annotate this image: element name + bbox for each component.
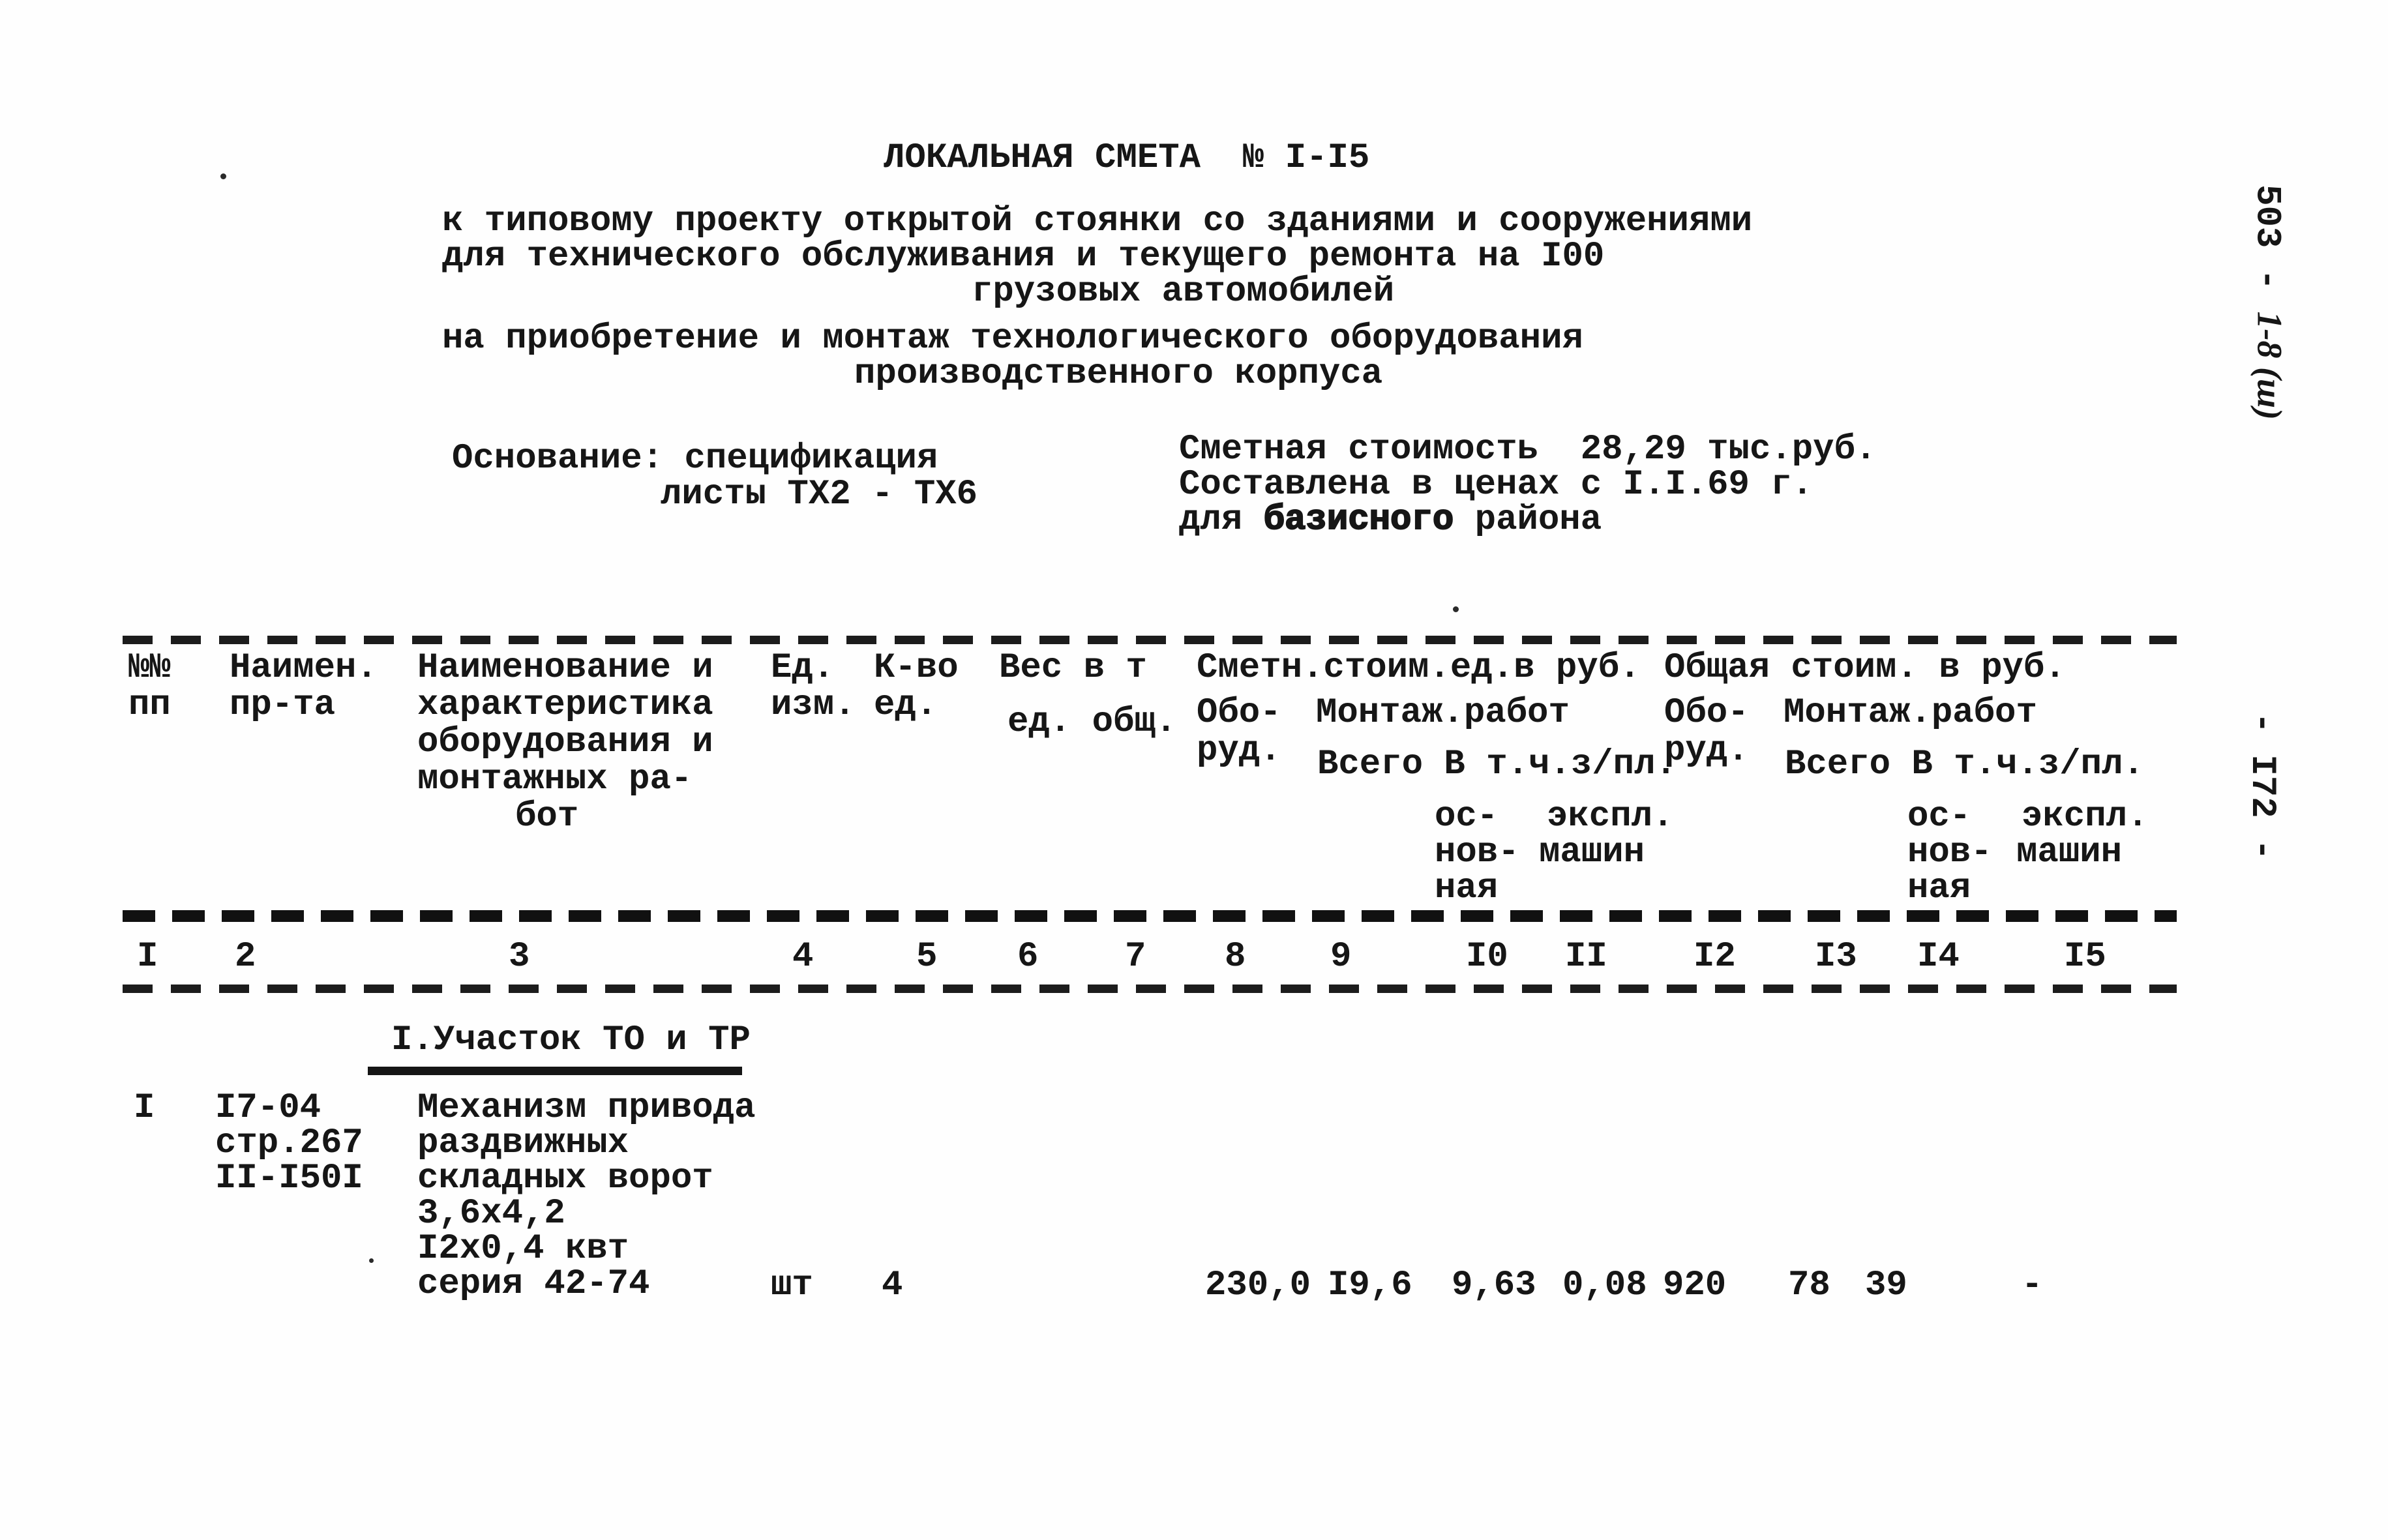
header-col-unit: Ед. <box>771 648 835 688</box>
scan-artifact-dot <box>369 1258 374 1263</box>
subtitle-line: грузовых автомобилей <box>972 272 1395 312</box>
column-number: I2 <box>1694 937 1736 977</box>
cost-line: Составлена в ценах с I.I.69 г. <box>1179 465 1813 505</box>
row-num: I <box>134 1088 155 1128</box>
header-totalcost-install-sub: Всего В т.ч.з/пл. <box>1785 745 2144 784</box>
header-col-desc: монтажных ра- <box>417 760 693 799</box>
header-totalcost-wage: ная <box>1907 868 1971 908</box>
header-totalcost-title: Общая стоим. в руб. <box>1664 648 2066 688</box>
row-total-cost-machine: - <box>2022 1266 2043 1305</box>
row-unit-cost-equip: 230,0 <box>1205 1266 1311 1305</box>
column-number: I0 <box>1466 937 1508 977</box>
section-title: I.Участок ТО и ТР <box>391 1020 751 1060</box>
subtitle-line: к типовому проекту открытой стоянки со зданиями и сооружениями <box>442 201 1753 241</box>
row-description: складных ворот <box>417 1159 713 1198</box>
header-unitcost-wage: ная <box>1435 868 1499 908</box>
column-number: 9 <box>1330 937 1352 977</box>
basis-line: листы ТХ2 - ТХ6 <box>661 475 978 514</box>
row-description: I2х0,4 квт <box>417 1229 629 1269</box>
header-totalcost-wage: нов- <box>1907 833 1992 872</box>
column-number: I3 <box>1815 937 1857 977</box>
cost-line-bold: базисного <box>1263 500 1454 540</box>
table-top-rule <box>123 636 2177 644</box>
row-project-ref: II-I50I <box>215 1159 363 1198</box>
header-col-desc: Наименование и <box>417 648 713 688</box>
header-unitcost-equip: Обо- <box>1197 693 1281 733</box>
basis-line: Основание: спецификация <box>452 439 938 479</box>
header-unitcost-title: Сметн.стоим.ед.в руб. <box>1197 648 1641 688</box>
header-unitcost-machine: машин <box>1539 833 1645 872</box>
header-col-desc: бот <box>515 797 579 837</box>
subtitle-line: для технического обслуживания и текущего ремонта на I00 <box>442 237 1605 276</box>
header-totalcost-equip: Обо- <box>1664 693 1749 733</box>
header-totalcost-equip: руд. <box>1664 731 1749 771</box>
column-number: I5 <box>2064 937 2106 977</box>
header-col-weight: Вес в т <box>999 648 1147 688</box>
cost-line <box>1179 502 1602 539</box>
cost-line: Сметная стоимость 28,29 тыс.руб. <box>1179 430 1877 469</box>
header-unitcost-install-sub: Всего В т.ч.з/пл. <box>1317 745 1677 784</box>
row-total-cost-wage: 39 <box>1865 1266 1907 1305</box>
column-number: 3 <box>509 937 530 977</box>
column-number: 4 <box>792 937 814 977</box>
header-unitcost-wage: ос- <box>1435 797 1499 837</box>
header-totalcost-machine: машин <box>2016 833 2123 872</box>
header-col-project: Наимен. <box>230 648 378 688</box>
header-col-unit: изм. <box>771 685 856 725</box>
table-colnum-rule <box>123 985 2177 993</box>
row-description: Механизм привода <box>417 1088 756 1128</box>
purpose-line: на приобретение и монтаж технологического оборудования <box>442 319 1583 359</box>
cost-line-prefix: для <box>1179 500 1264 540</box>
scan-artifact-dot <box>1453 606 1459 612</box>
margin-document-code <box>2248 120 2288 485</box>
cost-line-suffix: района <box>1454 500 1602 540</box>
header-unitcost-wage: нов- <box>1435 833 1519 872</box>
column-number: 7 <box>1125 937 1146 977</box>
row-total-cost-install-total: 78 <box>1788 1266 1830 1305</box>
header-col-project: пр-та <box>230 685 336 725</box>
header-totalcost-install: Монтаж.работ <box>1784 693 2037 733</box>
header-col-qty: К-во <box>874 648 959 688</box>
column-number: 5 <box>916 937 938 977</box>
header-unitcost-equip: руд. <box>1197 731 1281 771</box>
column-number: I4 <box>1917 937 1960 977</box>
header-unitcost-install: Монтаж.работ <box>1316 693 1570 733</box>
scan-artifact-dot <box>220 173 226 179</box>
row-unit-cost-machine: 0,08 <box>1562 1266 1647 1305</box>
column-number: 8 <box>1225 937 1246 977</box>
row-unit: шт <box>771 1266 813 1305</box>
row-project-ref: стр.267 <box>215 1123 363 1163</box>
margin-code-handwritten: 1-8 (ш) <box>2250 311 2290 420</box>
header-totalcost-wage: ос- <box>1907 797 1971 837</box>
header-unitcost-machine: экспл. <box>1547 797 1674 837</box>
header-col-desc: оборудования и <box>417 722 713 762</box>
row-total-cost-equip: 920 <box>1663 1266 1727 1305</box>
page-title: ЛОКАЛЬНАЯ СМЕТА № I-I5 <box>884 138 1370 178</box>
row-description: серия 42-74 <box>417 1264 650 1304</box>
column-number: I <box>137 937 158 977</box>
section-title-underline <box>368 1067 742 1075</box>
table-header-rule <box>123 910 2177 922</box>
header-col-num: №№ <box>128 648 171 688</box>
row-description: раздвижных <box>417 1123 629 1163</box>
row-unit-cost-install-total: I9,6 <box>1328 1266 1412 1305</box>
header-col-num: пп <box>128 685 171 725</box>
header-col-weight-sub: ед. общ. <box>1007 702 1177 742</box>
row-unit-cost-wage: 9,63 <box>1452 1266 1536 1305</box>
column-number: 6 <box>1017 937 1039 977</box>
column-number: II <box>1565 937 1607 977</box>
header-col-qty: ед. <box>874 685 938 725</box>
row-qty: 4 <box>882 1266 903 1305</box>
header-col-desc: характеристика <box>417 685 713 725</box>
header-totalcost-machine: экспл. <box>2022 797 2149 837</box>
row-project-ref: I7-04 <box>215 1088 321 1128</box>
purpose-line: производственного корпуса <box>854 354 1383 394</box>
margin-code-typed: 503 - <box>2246 185 2287 312</box>
column-number: 2 <box>235 937 256 977</box>
row-description: 3,6х4,2 <box>417 1194 565 1234</box>
page-number: - I72 - <box>2242 712 2282 861</box>
